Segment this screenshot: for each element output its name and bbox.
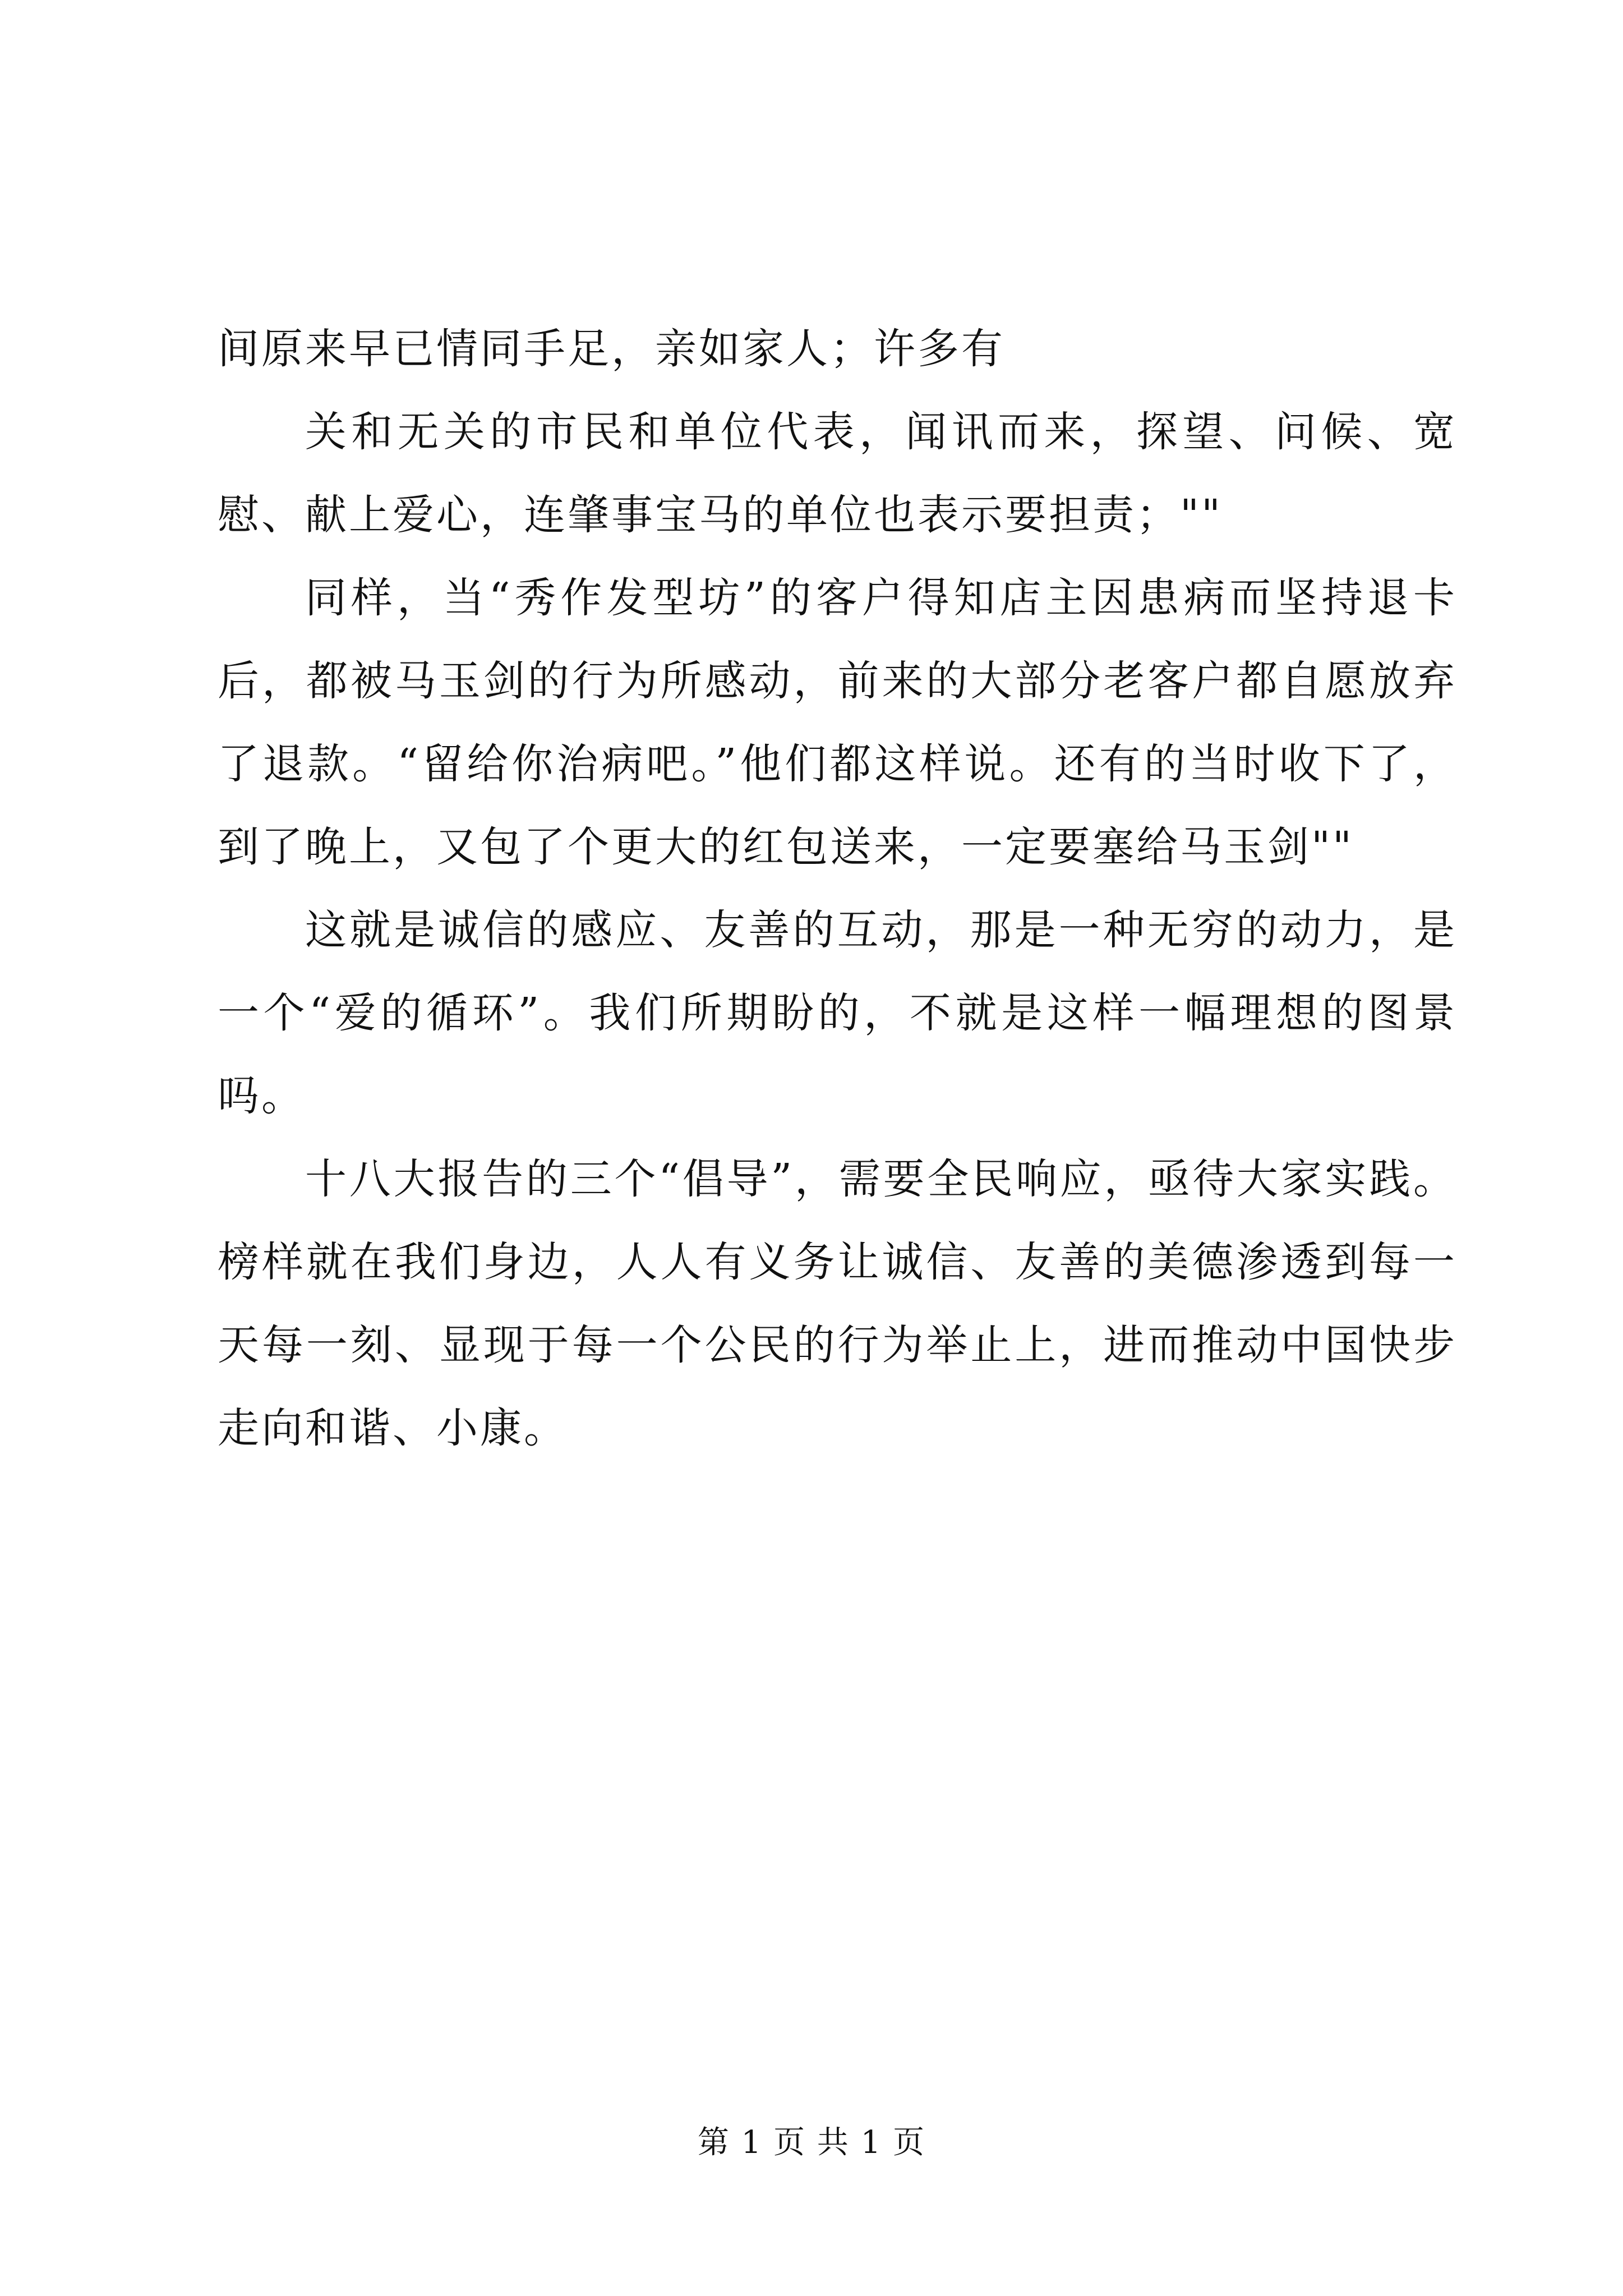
paragraph-continuation: 间原来早已情同手足，亲如家人；许多有 (218, 325, 1005, 373)
document-body (218, 307, 1457, 1470)
paragraph: 这就是诚信的感应、友善的互动，那是一种无穷的动力，是一个“爱的循环”。我们所期盼的，不就是这样一幅理想的图景吗。 (218, 906, 1457, 1120)
paragraph: 十八大报告的三个“倡导”，需要全民响应，亟待大家实践。榜样就在我们身边，人人有义务让诚信、友善的美德渗透到每一天每一刻、显现于每一个公民的行为举止上，进而推动中国快步走向和谐、小康。 (218, 1155, 1457, 1452)
paragraph: 关和无关的市民和单位代表，闻讯而来，探望、问候、宽慰、献上爱心，连肇事宝马的单位也表示要担责；"" (218, 408, 1457, 539)
paragraph: 同样，当“秀作发型坊”的客户得知店主因患病而坚持退卡后，都被马玉剑的行为所感动，前来的大部分老客户都自愿放弃了退款。“留给你治病吧。”他们都这样说。还有的当时收下了，到了晚上，又包了个更大的红包送来，一定要塞给马玉剑"" (218, 574, 1457, 871)
page-number-footer: 第 1 页 共 1 页 (697, 2124, 926, 2161)
